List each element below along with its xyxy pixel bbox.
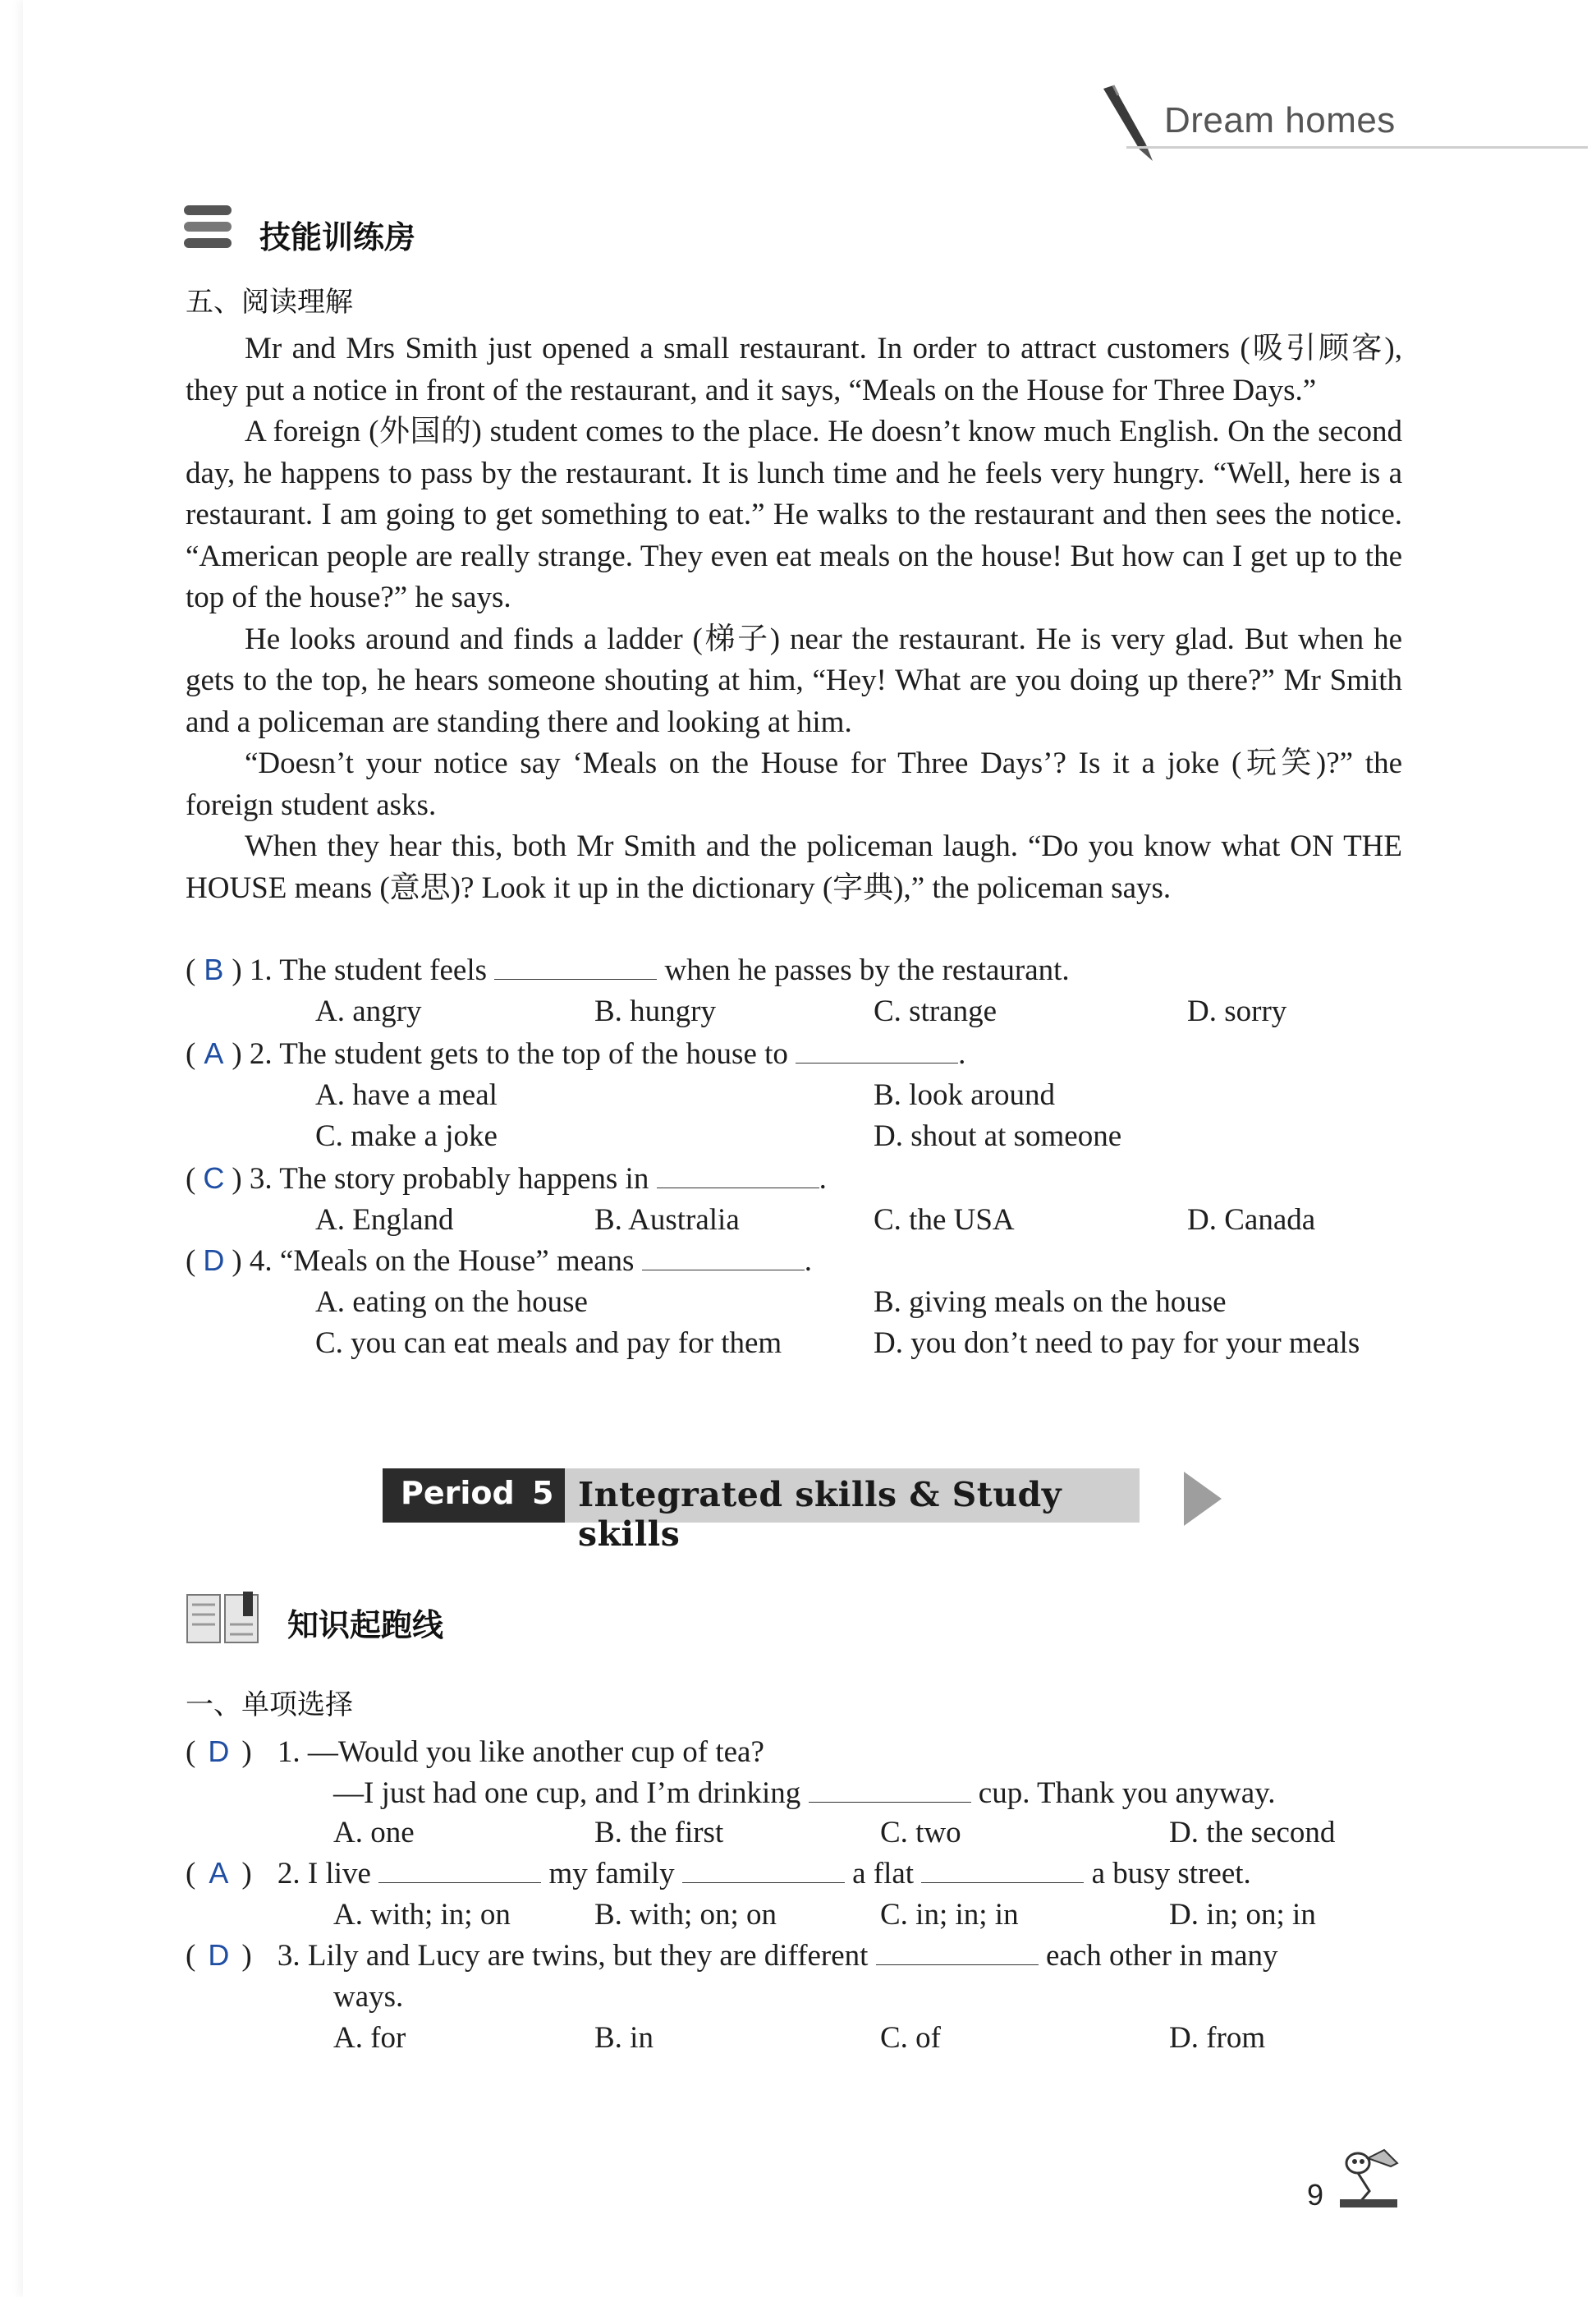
answer-mark: B xyxy=(204,953,224,986)
answer-mark: C xyxy=(203,1161,225,1195)
answer-blank xyxy=(921,1858,1084,1883)
answer-mark: D xyxy=(208,1938,230,1972)
option: D. in; on; in xyxy=(1169,1898,1316,1932)
skills-heading: 技能训练房 xyxy=(259,219,416,255)
paragraph: A foreign (外国的) student comes to the place. He doesn’t know much English. On the second day, he happens to pass by the restaurant. It is lunch time and he feels very hungry. “Well, here is a restaurant. I am going to get something to eat.” He walks to the restaurant and then sees the notice. “American people are really strange. They even eat meals on the house! But how can I get up to the top of the house?” he says. xyxy=(186,415,1402,614)
question-line: ways. xyxy=(333,1980,404,2014)
option: A. for xyxy=(333,2021,406,2055)
question-item: ( D ) 3. Lily and Lucy are twins, but they are different each other in many xyxy=(186,1938,1278,1973)
option: C. make a joke xyxy=(315,1119,498,1153)
option: A. with; in; on xyxy=(333,1898,511,1932)
mascot-icon xyxy=(1335,2142,1404,2211)
paragraph: “Doesn’t your notice say ‘Meals on the House for Three Days’? Is it a joke (玩笑)?” the foreign student asks. xyxy=(186,747,1402,822)
option: B. look around xyxy=(874,1078,1055,1112)
chapter-title: Dream homes xyxy=(1164,100,1396,140)
question-item: ( B ) 1. The student feels when he passes by the restaurant. xyxy=(186,953,1070,987)
answer-blank xyxy=(494,954,657,980)
option: B. with; on; on xyxy=(594,1898,777,1932)
header-rule xyxy=(1126,146,1588,149)
pen-icon xyxy=(1097,84,1156,166)
question-item: ( A ) 2. The student gets to the top of the house to . xyxy=(186,1036,966,1071)
option: D. Canada xyxy=(1187,1203,1316,1237)
option: C. you can eat meals and pay for them xyxy=(315,1326,782,1360)
answer-blank xyxy=(378,1858,541,1883)
option: B. in xyxy=(594,2021,654,2055)
paragraph: Mr and Mrs Smith just opened a small restaurant. In order to attract customers (吸引顾客), they put a notice in front of the restaurant, and it says, “Meals on the House for Three Days.” xyxy=(186,332,1402,407)
answer-mark: A xyxy=(204,1036,224,1070)
choice-part-title: 一、单项选择 xyxy=(186,1688,353,1721)
option: A. eating on the house xyxy=(315,1285,588,1319)
question-item: ( C ) 3. The story probably happens in . xyxy=(186,1161,827,1196)
answer-blank xyxy=(642,1245,805,1270)
arrow-right-icon xyxy=(1184,1472,1222,1526)
answer-mark: D xyxy=(203,1243,225,1277)
answer-mark: A xyxy=(209,1856,229,1890)
period-title: Integrated skills & Study skills xyxy=(578,1475,1062,1554)
reading-part-title: 五、阅读理解 xyxy=(186,286,353,319)
option: C. two xyxy=(880,1816,961,1849)
option: D. shout at someone xyxy=(874,1119,1122,1153)
answer-blank xyxy=(809,1777,971,1803)
option: D. sorry xyxy=(1187,995,1287,1028)
period-number: 5 xyxy=(532,1475,554,1511)
option: A. England xyxy=(315,1203,454,1237)
option: C. in; in; in xyxy=(880,1898,1019,1932)
open-book-icon xyxy=(186,1590,264,1647)
option: C. strange xyxy=(874,995,998,1028)
option: B. hungry xyxy=(594,995,716,1028)
option: A. one xyxy=(333,1816,415,1849)
option: D. you don’t need to pay for your meals xyxy=(874,1326,1360,1360)
answer-blank xyxy=(796,1038,958,1064)
option: C. the USA xyxy=(874,1203,1015,1237)
option: D. the second xyxy=(1169,1816,1336,1849)
answer-blank xyxy=(682,1858,845,1883)
stack-bars-icon xyxy=(182,204,236,250)
question-item: ( D ) 1. —Would you like another cup of tea? xyxy=(186,1734,764,1769)
answer-blank xyxy=(876,1940,1039,1965)
question-item: ( A ) 2. I live my family a flat a busy street. xyxy=(186,1856,1251,1890)
option: A. have a meal xyxy=(315,1078,498,1112)
question-item: ( D ) 4. “Meals on the House” means . xyxy=(186,1243,812,1278)
option: B. Australia xyxy=(594,1203,740,1237)
question-line: —I just had one cup, and I’m drinking cup. Thank you anyway. xyxy=(333,1776,1276,1810)
option: A. angry xyxy=(315,995,422,1028)
page-number: 9 xyxy=(1307,2178,1324,2212)
answer-mark: D xyxy=(208,1734,230,1768)
paragraph: When they hear this, both Mr Smith and the policeman laugh. “Do you know what ON THE HOUSE means (意思)? Look it up in the dictionary (字典),” the policeman says. xyxy=(186,829,1402,905)
option: B. giving meals on the house xyxy=(874,1285,1227,1319)
option: B. the first xyxy=(594,1816,724,1849)
option: C. of xyxy=(880,2021,941,2055)
option: D. from xyxy=(1169,2021,1266,2055)
period-word: Period xyxy=(401,1475,515,1511)
knowledge-heading: 知识起跑线 xyxy=(287,1607,444,1643)
answer-blank xyxy=(657,1163,819,1188)
reading-passage xyxy=(186,328,1402,909)
period-title-box xyxy=(565,1468,1140,1554)
period-banner xyxy=(383,1468,1163,1554)
paragraph: He looks around and finds a ladder (梯子) near the restaurant. He is very glad. But when he gets to the top, he hears someone shouting at him, “Hey! What are you doing up there?” Mr Smith and a policeman are standing there and looking at him. xyxy=(186,622,1402,739)
